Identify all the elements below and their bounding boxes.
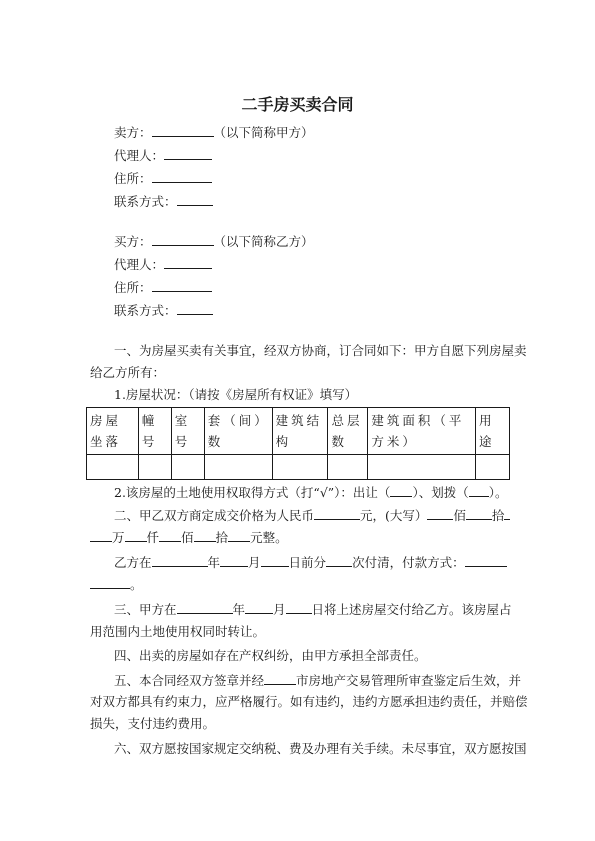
price-digit-blank[interactable] xyxy=(159,529,181,542)
item2-text-a: 2.该房屋的土地使用权取得方式（打“√”）：出让（ xyxy=(114,485,391,500)
seller-address-blank[interactable] xyxy=(152,170,212,183)
year-blank[interactable] xyxy=(152,554,208,567)
city-blank[interactable] xyxy=(264,672,296,685)
day-blank[interactable] xyxy=(261,554,289,567)
cell-room-no[interactable] xyxy=(171,455,204,480)
seller-contact-line xyxy=(114,193,213,210)
buyer-contact-line xyxy=(114,302,213,319)
price-digit-blank[interactable] xyxy=(194,529,216,542)
seller-contact-label: 联系方式： xyxy=(114,194,177,209)
clause2-line1 xyxy=(114,507,510,524)
installments-blank[interactable] xyxy=(326,554,352,567)
c2-text: 次付清，付款方式： xyxy=(352,555,465,570)
header-usage: 用途 xyxy=(476,408,510,455)
seller-line xyxy=(114,124,314,141)
clause1-line1: 一、为房屋买卖有关事宜，经双方协商，订合同如下：甲方自愿下列房屋卖 xyxy=(114,343,527,358)
c2-text: 佰 xyxy=(181,530,194,545)
c3-text: 年 xyxy=(232,602,246,617)
delivery-day-blank[interactable] xyxy=(286,601,312,614)
cell-floor-area[interactable] xyxy=(368,455,476,480)
c2-text: 拾 xyxy=(215,530,229,545)
clause4-line: 四、出卖的房屋如存在产权纠纷，由甲方承担全部责任。 xyxy=(114,648,427,663)
payment-method-blank[interactable] xyxy=(465,554,507,567)
cell-location[interactable] xyxy=(87,455,139,480)
clause3-line1 xyxy=(114,601,512,618)
buyer-agent-blank[interactable] xyxy=(164,256,212,269)
c2-text: 乙方在 xyxy=(114,555,152,570)
document-title: 二手房买卖合同 xyxy=(241,95,354,114)
c2-text: 元整。 xyxy=(250,530,288,545)
buyer-note: （以下简称乙方） xyxy=(213,234,314,249)
seller-name-blank[interactable] xyxy=(152,124,214,137)
allocation-checkbox-blank[interactable] xyxy=(469,484,489,497)
cell-total-floors[interactable] xyxy=(328,455,368,480)
month-blank[interactable] xyxy=(220,554,248,567)
buyer-address-line xyxy=(114,279,212,296)
buyer-contact-label: 联系方式： xyxy=(114,303,177,318)
clause1-item2 xyxy=(114,484,507,501)
c2-text: 月 xyxy=(248,555,261,570)
header-location: 房屋坐落 xyxy=(87,408,139,455)
clause5-line1 xyxy=(114,672,521,689)
c2-text: 万 xyxy=(112,530,125,545)
clause1-item1: 1.房屋状况：（请按《房屋所有权证》填写） xyxy=(114,387,358,402)
c2-text: 二、甲乙双方商定成交价格为人民币 xyxy=(114,508,315,523)
delivery-month-blank[interactable] xyxy=(245,601,273,614)
clause2-line3 xyxy=(114,554,507,571)
c2-text: 拾 xyxy=(491,508,505,523)
seller-agent-blank[interactable] xyxy=(164,147,212,160)
cell-unit-count[interactable] xyxy=(204,455,272,480)
header-unit-count: 套（间）数 xyxy=(204,408,272,455)
header-building-no: 幢号 xyxy=(138,408,171,455)
seller-contact-blank[interactable] xyxy=(177,193,213,206)
item2-text-c: ）。 xyxy=(488,485,508,500)
buyer-line xyxy=(114,233,314,250)
buyer-agent-line xyxy=(114,256,212,273)
header-floor-area: 建筑面积（平方米） xyxy=(368,408,476,455)
buyer-contact-blank[interactable] xyxy=(177,302,213,315)
cell-structure[interactable] xyxy=(272,455,328,480)
c2-text: 仟 xyxy=(146,530,160,545)
c2-text: 元，(大写） xyxy=(360,508,428,523)
price-digit-blank[interactable] xyxy=(504,507,510,520)
c2-text: 。 xyxy=(130,577,143,592)
payment-method-blank[interactable] xyxy=(90,576,130,589)
header-structure: 建筑结构 xyxy=(272,408,328,455)
clause6-line: 六、双方愿按国家规定交纳税、费及办理有关手续。未尽事宜，双方愿按国 xyxy=(114,741,527,756)
cell-usage[interactable] xyxy=(476,455,510,480)
seller-agent-label: 代理人： xyxy=(114,148,165,163)
clause2-line4 xyxy=(90,576,143,593)
buyer-label: 买方： xyxy=(114,234,152,249)
buyer-address-blank[interactable] xyxy=(152,279,212,292)
c5-text: 市房地产交易管理所审查鉴定后生效，并 xyxy=(296,673,522,688)
clause5-line2: 对双方都具有约束力，应严格履行。如有违约，违约方愿承担违约责任，并赔偿 xyxy=(90,694,528,709)
price-digit-blank[interactable] xyxy=(90,529,112,542)
buyer-address-label: 住所： xyxy=(114,280,152,295)
table-row xyxy=(87,455,510,480)
c2-text: 年 xyxy=(207,555,221,570)
price-digit-blank[interactable] xyxy=(427,507,453,520)
price-blank[interactable] xyxy=(314,507,360,520)
price-digit-blank[interactable] xyxy=(125,529,147,542)
seller-address-label: 住所： xyxy=(114,171,152,186)
clause3-line2: 用范围内土地使用权同时转让。 xyxy=(90,624,266,639)
c5-text: 五、本合同经双方签章并经 xyxy=(114,673,265,688)
cell-building-no[interactable] xyxy=(138,455,171,480)
clause5-line3: 损失，支付违约费用。 xyxy=(90,716,216,731)
delivery-year-blank[interactable] xyxy=(177,601,233,614)
item2-text-b: ）、划拨（ xyxy=(412,485,469,500)
header-total-floors: 总层数 xyxy=(328,408,368,455)
seller-agent-line xyxy=(114,147,212,164)
clause2-line2 xyxy=(90,529,288,546)
buyer-agent-label: 代理人： xyxy=(114,257,165,272)
c3-text: 月 xyxy=(273,602,286,617)
house-info-table xyxy=(86,407,510,480)
price-digit-blank[interactable] xyxy=(466,507,492,520)
c3-text: 三、甲方在 xyxy=(114,602,177,617)
seller-note: （以下简称甲方） xyxy=(213,125,314,140)
c2-text: 日前分 xyxy=(288,555,327,570)
price-digit-blank[interactable] xyxy=(228,529,250,542)
transfer-checkbox-blank[interactable] xyxy=(390,484,412,497)
seller-address-line xyxy=(114,170,212,187)
table-header-row xyxy=(87,408,510,455)
c3-text: 日将上述房屋交付给乙方。该房屋占 xyxy=(311,602,512,617)
buyer-name-blank[interactable] xyxy=(152,233,214,246)
seller-label: 卖方： xyxy=(114,125,152,140)
c2-text: 佰 xyxy=(453,508,466,523)
clause1-line2: 给乙方所有： xyxy=(90,365,166,380)
header-room-no: 室号 xyxy=(171,408,204,455)
